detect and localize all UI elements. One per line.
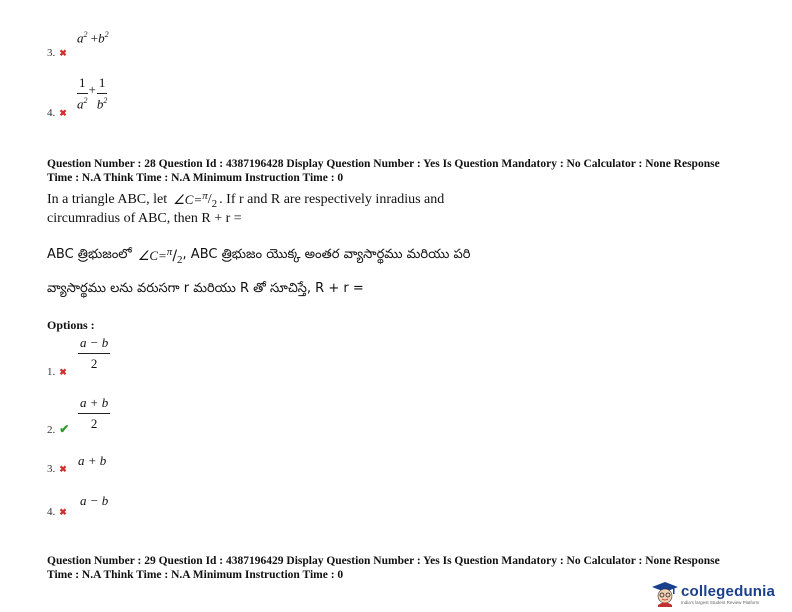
question-29-meta: Question Number : 29 Question Id : 4387196429 Display Question Number : Yes Is Question Mandatory : No Calculator : None Response Time : N.A Think Time : N.A Minimum Instruction Time : 0 xyxy=(47,555,720,581)
collegedunia-logo xyxy=(651,581,775,607)
prev-option-4 xyxy=(47,103,67,121)
option-number: 1. xyxy=(47,366,56,378)
option-1-expression: $\frac{a - b}{2}$ xyxy=(80,335,109,371)
logo-tagline: India's largest Student Review Platform xyxy=(681,600,760,605)
option-4-expression: a − b xyxy=(80,493,109,508)
prev-option-3-expression: $a^2 +b^2$ xyxy=(77,30,109,46)
option-1 xyxy=(47,362,67,380)
question-28-telugu: ABC త్రిభుజంలో ∠C= π / 2 , ABC త్రిభుజం యొక్క అంతర వ్యాసార్థము మరియు పరి వ్యాసార్థము లను వరుసగా r మరియు R తో సూచిస్తే, R + r = xyxy=(47,246,471,296)
cross-icon: ✖ xyxy=(59,464,67,474)
option-number: 4. xyxy=(47,107,56,119)
option-number: 3. xyxy=(47,463,56,475)
option-number: 2. xyxy=(47,424,56,436)
option-3 xyxy=(47,459,67,477)
cross-icon: ✖ xyxy=(59,48,67,58)
question-28-meta: Question Number : 28 Question Id : 4387196428 Display Question Number : Yes Is Question Mandatory : No Calculator : None Response Time : N.A Think Time : N.A Minimum Instruction Time : 0 xyxy=(47,158,720,184)
prev-option-3 xyxy=(47,43,67,61)
option-number: 3. xyxy=(47,47,56,59)
option-number: 4. xyxy=(47,506,56,518)
option-3-expression: a + b xyxy=(78,453,107,468)
option-2 xyxy=(47,420,69,438)
graduate-mascot-icon xyxy=(651,581,679,607)
question-28-english: In a triangle ABC, let ∠C= π / 2 . If r and R are respectively inradius and circumradius of ABC, then R + r = xyxy=(47,190,445,226)
option-2-expression: $\frac{a + b}{2}$ xyxy=(80,395,109,431)
logo-wordmark: collegedunia xyxy=(681,583,776,600)
option-4 xyxy=(47,502,67,520)
prev-option-4-expression: $\frac{1}{a^2}$ + $\frac{1}{b^2}$ xyxy=(77,75,108,111)
check-icon: ✔ xyxy=(59,422,70,436)
cross-icon: ✖ xyxy=(59,507,67,517)
options-label: Options : xyxy=(47,318,95,332)
cross-icon: ✖ xyxy=(59,108,67,118)
cross-icon: ✖ xyxy=(59,367,67,377)
